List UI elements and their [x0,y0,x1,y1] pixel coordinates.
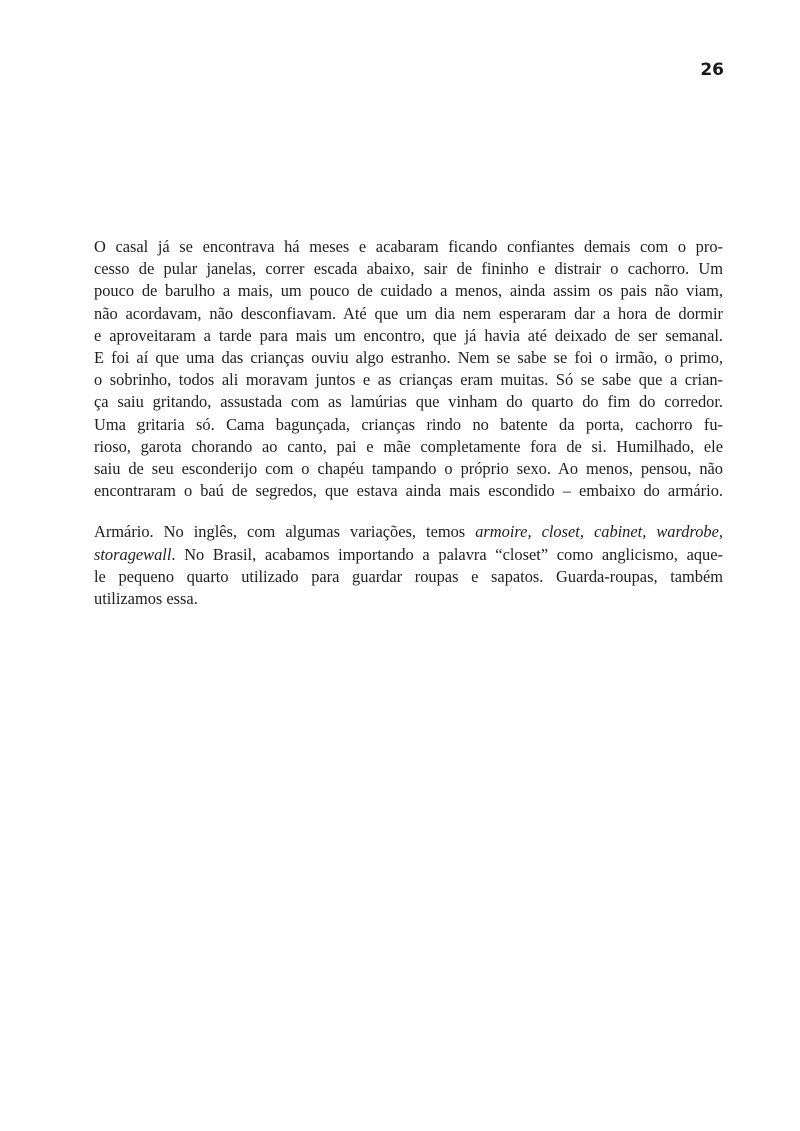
text-line: O casal já se encontrava há meses e acabaram ficando confiantes demais com o pro- [94,237,723,256]
page-number: 26 [700,60,724,80]
text-line: encontraram o baú de segredos, que estava ainda mais escondido – embaixo do armário. [94,481,723,501]
paragraph-spacer [94,502,723,521]
body-text [94,236,723,610]
text-run: Armário. No inglês, com algumas variações, temos [94,522,476,542]
text-line: e aproveitaram a tarde para mais um encontro, que já havia até deixado de ser semanal. [94,325,723,345]
italic-term: storagewall [94,544,172,564]
text-run: . No Brasil, acabamos importando a palavra “closet” como anglicismo, aque- [171,544,723,564]
paragraph-1 [94,236,723,502]
text-line: E foi aí que uma das crianças ouviu algo estranho. Nem se sabe se foi o irmão, o primo, [94,348,723,368]
text-line: Uma gritaria só. Cama bagunçada, crianças rindo no batente da porta, cachorro fu- [94,414,723,434]
text-line: rioso, garota chorando ao canto, pai e mãe completamente fora de si. Humilhado, ele [94,436,723,456]
text-line [94,521,723,543]
text-line: saiu de seu esconderijo com o chapéu tampando o próprio sexo. Ao menos, pensou, não [94,459,723,479]
text-line: o sobrinho, todos ali moravam juntos e as crianças eram muitas. Só se sabe que a crian- [94,370,723,390]
text-line: utilizamos essa. [94,589,198,609]
text-line: pouco de barulho a mais, um pouco de cuidado a menos, ainda assim os pais não viam, [94,281,723,301]
text-line: le pequeno quarto utilizado para guardar roupas e sapatos. Guarda-roupas, também [94,566,723,586]
text-line [94,544,723,566]
italic-terms: armoire, closet, cabinet, wardrobe, [475,522,723,542]
paragraph-2 [94,521,723,610]
text-line: cesso de pular janelas, correr escada abaixo, sair de fininho e distrair o cachorro. Um [94,259,723,279]
text-line: ça saiu gritando, assustada com as lamúrias que vinham do quarto do fim do corredor. [94,392,723,412]
text-line: não acordavam, não desconfiavam. Até que um dia nem esperaram dar a hora de dormir [94,303,723,323]
